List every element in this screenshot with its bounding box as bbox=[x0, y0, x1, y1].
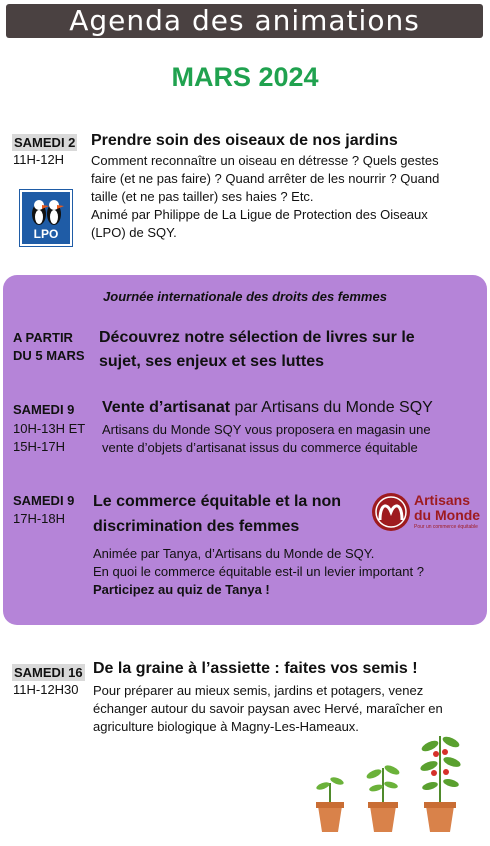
lpo-logo-text: LPO bbox=[33, 227, 59, 241]
event-title bbox=[102, 399, 433, 417]
title-line: sujet, ses enjeux et ses luttes bbox=[99, 353, 324, 370]
hours-line: 15H-17H bbox=[13, 439, 66, 454]
title-bold: Vente d’artisanat bbox=[102, 399, 231, 416]
event-date bbox=[13, 329, 85, 365]
event-title: Prendre soin des oiseaux de nos jardins bbox=[91, 132, 398, 149]
event-title: De la graine à l’assiette : faites vos semis ! bbox=[93, 660, 418, 677]
artisans-du-monde-icon bbox=[371, 492, 411, 532]
event-description bbox=[91, 152, 486, 242]
event-title bbox=[93, 489, 341, 539]
seedling-pots-illustration bbox=[308, 728, 484, 840]
title-line: discrimination des femmes bbox=[93, 518, 300, 535]
date-line: DU 5 MARS bbox=[13, 348, 85, 363]
event-hours: 11H-12H30 bbox=[13, 682, 79, 697]
month-title: MARS 2024 bbox=[171, 62, 319, 92]
event-date: SAMEDI 2 bbox=[14, 135, 76, 150]
description-line: échanger autour du savoir paysan avec Hervé, maraîcher en bbox=[93, 701, 443, 716]
section-heading: Journée internationale des droits des femmes bbox=[103, 289, 387, 304]
description-line: Pour préparer au mieux semis, jardins et potagers, venez bbox=[93, 683, 424, 698]
description-line: agriculture biologique à Magny-Les-Hameaux. bbox=[93, 719, 359, 734]
title-line: Le commerce équitable et la non bbox=[93, 493, 342, 510]
description-line: Animée par Tanya, d’Artisans du Monde de SQY. bbox=[93, 546, 375, 561]
event-date: SAMEDI 16 bbox=[14, 665, 83, 680]
agenda-header: Agenda des animations bbox=[6, 4, 483, 38]
logo-tagline: Pour un commerce équitable bbox=[414, 524, 478, 530]
description-line: Animé par Philippe de La Ligue de Protection des Oiseaux bbox=[91, 207, 428, 222]
description-line: En quoi le commerce équitable est-il un levier important ? bbox=[93, 564, 424, 579]
logo-text bbox=[414, 493, 480, 523]
description-line: faire (et ne pas faire) ? Quand arrêter de les nourrir ? Quand bbox=[91, 171, 440, 186]
hours-line: 10H-13H ET bbox=[13, 421, 86, 436]
event-description bbox=[93, 545, 485, 599]
tomato-plant-pot-icon bbox=[419, 735, 462, 832]
date-line: A PARTIR bbox=[13, 330, 73, 345]
description-line: taille (et ne pas tailler) ses haies ? Etc. bbox=[91, 189, 314, 204]
description-line: Comment reconnaître un oiseau en détresse ? Quels gestes bbox=[91, 153, 439, 168]
artisans-du-monde-logo bbox=[371, 491, 483, 533]
title-organizer: par Artisans du Monde SQY bbox=[230, 399, 433, 416]
event-description bbox=[102, 421, 482, 457]
event-date: SAMEDI 9 bbox=[13, 493, 75, 508]
event-date: SAMEDI 9 bbox=[13, 402, 75, 417]
event-hours bbox=[13, 420, 85, 456]
event-hours: 11H-12H bbox=[13, 152, 65, 167]
seedling-pot-icon bbox=[315, 776, 344, 832]
description-line: vente d’objets d’artisanat issus du commerce équitable bbox=[102, 440, 418, 455]
description-line: Participez au quiz de Tanya ! bbox=[93, 582, 270, 597]
seedling-pot-icon bbox=[365, 763, 400, 832]
event-hours: 17H-18H bbox=[13, 511, 66, 526]
lpo-logo bbox=[20, 190, 72, 246]
event-title bbox=[99, 326, 415, 374]
logo-line: Artisans bbox=[414, 492, 471, 508]
description-line: Artisans du Monde SQY vous proposera en magasin une bbox=[102, 422, 431, 437]
title-line: Découvrez notre sélection de livres sur le bbox=[99, 329, 415, 346]
description-line: (LPO) de SQY. bbox=[91, 225, 177, 240]
logo-line: du Monde bbox=[414, 507, 481, 523]
